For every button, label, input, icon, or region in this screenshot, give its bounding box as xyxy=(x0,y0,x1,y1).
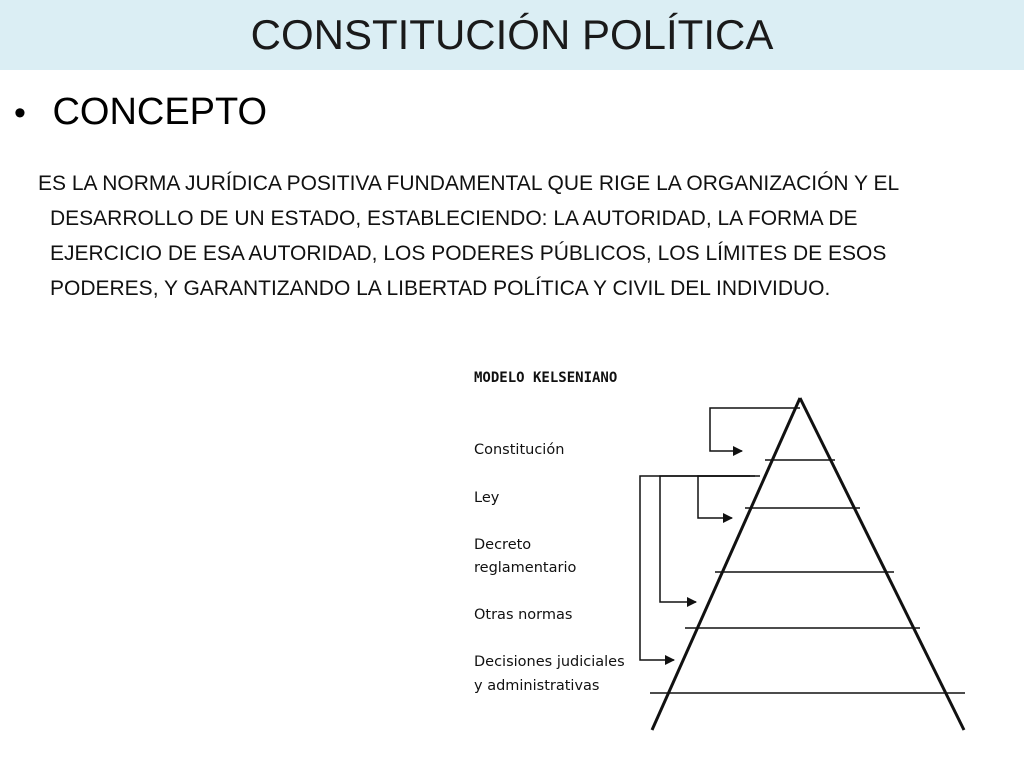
level-label-decreto-2: reglamentario xyxy=(474,560,577,576)
level-label-ley: Ley xyxy=(474,490,500,506)
definition-paragraph xyxy=(38,166,1010,306)
paragraph-line: DESARROLLO DE UN ESTADO, ESTABLECIENDO: LA AUTORIDAD, LA FORMA DE xyxy=(50,207,858,230)
paragraph-line: PODERES, Y GARANTIZANDO LA LIBERTAD POLÍTICA Y CIVIL DEL INDIVIDUO. xyxy=(50,277,831,300)
bullet-icon: • xyxy=(14,94,26,132)
level-label-decreto: Decreto xyxy=(474,537,532,553)
pyramid-right-side xyxy=(800,398,964,730)
level-label-decisiones-2: y administrativas xyxy=(474,678,600,694)
page-title: CONSTITUCIÓN POLÍTICA xyxy=(250,11,774,58)
paragraph-line: EJERCICIO DE ESA AUTORIDAD, LOS PODERES PÚBLICOS, LOS LÍMITES DE ESOS xyxy=(50,242,887,265)
level-label-constitucion: Constitución xyxy=(474,442,565,458)
pyramid-left-side xyxy=(652,398,800,730)
diagram-title: MODELO KELSENIANO xyxy=(474,370,618,386)
paragraph-line: ES LA NORMA JURÍDICA POSITIVA FUNDAMENTAL QUE RIGE LA ORGANIZACIÓN Y EL xyxy=(38,172,900,195)
kelsen-pyramid-diagram xyxy=(460,360,980,760)
bullet-item xyxy=(14,86,267,138)
level-label-otras-normas: Otras normas xyxy=(474,607,573,623)
connector-arrow xyxy=(660,476,755,602)
level-label-decisiones: Decisiones judiciales xyxy=(474,654,625,670)
section-heading: CONCEPTO xyxy=(52,91,268,133)
